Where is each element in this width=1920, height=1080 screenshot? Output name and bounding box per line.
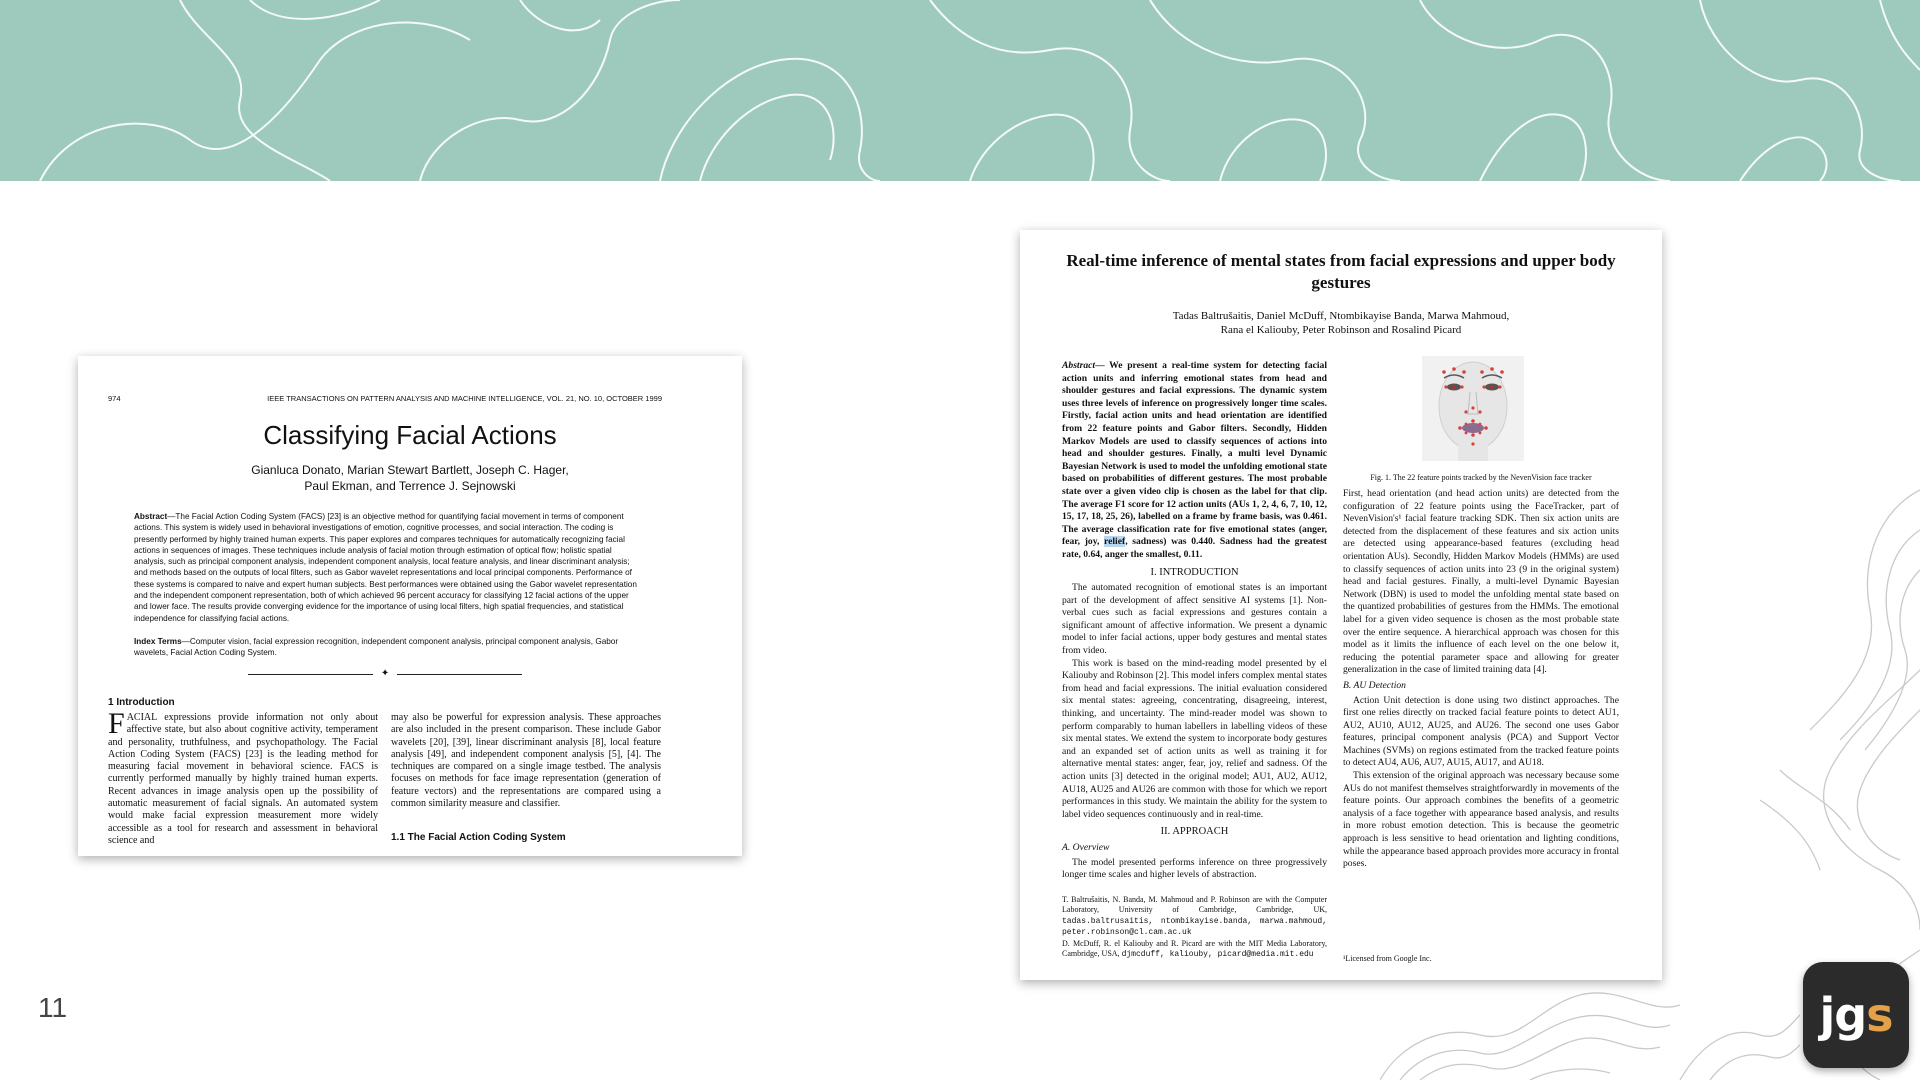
footnote-affiliation	[1062, 895, 1327, 939]
subsection-heading: 1.1 The Facial Action Coding System	[391, 832, 566, 843]
right-column-text: may also be powerful for expression analysis. These approaches are also included in the present comparison. These include Gabor wavelets [20], [39], linear discriminant analysis [8], local feature analysis [49], and independent component analysis [5], [4]. The techniques are compared on a single image testbed. The analysis focuses on methods for face image representation (generation of feature vectors) and the representations are compared using a common similarity measure and classifier.	[391, 712, 661, 810]
footnote	[1062, 895, 1327, 960]
face-feature-points-figure	[1422, 356, 1524, 461]
abstract-text: — We present a real-time system for detecting facial action units and inferring emotional states from head and shoulder gestures and facial expressions. The dynamic system uses three levels of inference on progressively longer time scales. Firstly, facial action units and head orientation are identified from 22 feature points and Gabor filters. Secondly, Hidden Markov Models are used to classify sequences of actions into head and shoulder gestures. Finally, a multi level Dynamic Bayesian Network is used to model the unfolding emotional state based on probabilities of different gestures. The most probable state over a given video clip is chosen as the label for that clip. The average F1 score for 12 action units (AUs 1, 2, 4, 6, 7, 10, 12, 15, 17, 18, 25, 26), labelled on a frame by frame basis, was 0.461. The average classification rate for five emotional states (anger, fear, joy,	[1062, 360, 1327, 548]
section-heading: 1 Introduction	[108, 697, 175, 708]
footnote-text: T. Baltrušaitis, N. Banda, M. Mahmoud and P. Robinson are with the Computer Laboratory, University of Cambridge, Cambridge, UK,	[1062, 895, 1327, 915]
logo-letter: j	[1819, 988, 1835, 1042]
index-terms	[134, 636, 644, 659]
right-column	[1343, 488, 1619, 871]
divider-line	[397, 674, 522, 675]
paragraph: The model presented performs inference on three progressively longer time scales and higher levels of abstraction.	[1062, 856, 1327, 881]
topographic-pattern	[0, 0, 1920, 181]
paragraph: First, head orientation (and head action units) are detected from the configuration of 22 feature points using the FaceTracker, part of NevenVision's¹ facial feature tracking SDK. Then six action units are detected from the displacement of these features and six action units are detected using appearance-based features (excluding head orientation AUs). Secondly, Hidden Markov Models (HMMs) are used to classify sequences of action units into 23 (9 in the original system) head and facial gestures. Finally, a multi-level Dynamic Bayesian Network (DBN) is used to model the unfolding mental state based on the quantized probabilities of gestures from the HMMs. The emotional label for a given video sequence is chosen as the most probable state over the entire sequence. A hierarchical approach was chosen for this model as it limits the influence of each level on the one below it, reducing the potential parameter space and allowing for greater generalization in the case of limited training data [4].	[1343, 488, 1619, 676]
divider-line	[248, 674, 373, 675]
section-divider	[248, 669, 522, 679]
paragraph: This extension of the original approach was necessary because some AUs do not manifest themselves straightforwardly in movements of the feature points. Our approach combines the benefits of a geometric analysis of a face together with appearance based analysis, and results in more robust emotion detection. This is because the geometric approach is less sensitive to head orientation and lighting conditions, while the appearance based approach provides more accuracy in frontal poses.	[1343, 770, 1619, 870]
drop-cap: F	[108, 707, 125, 740]
section-heading: I. INTRODUCTION	[1150, 566, 1239, 578]
subsection-heading: B. AU Detection	[1343, 679, 1406, 691]
paper-authors	[78, 462, 742, 494]
paper-real-time-inference	[1020, 230, 1662, 980]
figure-caption: Fig. 1. The 22 feature points tracked by the NevenVision face tracker	[1370, 473, 1592, 482]
left-column-text	[108, 707, 378, 847]
page-number: 974	[108, 394, 121, 403]
authors-line: Paul Ekman, and Terrence J. Sejnowski	[304, 479, 516, 493]
index-label: Index Terms	[134, 637, 182, 646]
logo-letter: g	[1834, 988, 1867, 1042]
index-text: —Computer vision, facial expression recognition, independent component analysis, principal component analysis, Gabor wavelets, Facial Action Coding System.	[134, 637, 619, 658]
jgs-logo	[1803, 962, 1909, 1068]
licensed-footnote: ¹Licensed from Google Inc.	[1343, 954, 1432, 963]
footnote-affiliation	[1062, 939, 1327, 961]
paper-classifying-facial-actions	[78, 356, 742, 856]
slide-number: 11	[38, 992, 68, 1023]
diamond-icon: ✦	[380, 668, 390, 679]
left-column	[1062, 360, 1327, 882]
paragraph: Action Unit detection is done using two distinct approaches. The first one relies directly on tracked facial feature points to detect AU1, AU2, AU10, AU12, AU25, and AU26. The second one uses Gabor features, principal component analysis (PCA) and Support Vector Machines (SVMs) on regions estimated from the tracked feature points to detect AU4, AU6, AU7, AU15, AU17, and AU18.	[1343, 694, 1619, 769]
paper-abstract	[1062, 360, 1327, 562]
header-banner	[0, 0, 1920, 181]
abstract-text-end: , sadness) was 0.440. Sadness had the greatest rate, 0.64, anger the smallest, 0.11.	[1062, 536, 1327, 560]
section-heading: II. APPROACH	[1160, 826, 1229, 838]
footnote-emails: djmcduff, kaliouby, picard@media.mit.edu	[1121, 950, 1314, 960]
authors-line: Gianluca Donato, Marian Stewart Bartlett, Joseph C. Hager,	[251, 463, 569, 477]
subsection-heading: A. Overview	[1062, 841, 1110, 853]
left-column-body: ACIAL expressions provide information not only about affective state, but also about cognitive activity, temperament and personality, truthfulness, and psychopathology. The Facial Action Coding System (FACS) [23] is the leading method for measuring facial movement in behavioral science. FACS is currently performed manually by highly trained human experts. Recent advances in image analysis open up the possibility of automatic measurement of facial signals. An automated system would make facial expression measurement more widely accessible as a tool for research and assessment in behavioral science and	[108, 712, 378, 846]
authors-line: Rana el Kaliouby, Peter Robinson and Rosalind Picard	[1220, 324, 1462, 336]
abstract-label: Abstract	[134, 512, 168, 521]
authors-line: Tadas Baltrušaitis, Daniel McDuff, Ntombikayise Banda, Marwa Mahmoud,	[1172, 310, 1510, 322]
paragraph: The automated recognition of emotional states is an important part of the development of affect sensitive AI systems [1]. Non-verbal cues such as facial expressions and gestures contain a significant amount of affective information. We present a dynamic model to infer facial actions, upper body gestures and mental states from video.	[1062, 582, 1327, 657]
logo-letter: s	[1866, 988, 1893, 1042]
paragraph: This work is based on the mind-reading model presented by el Kaliouby and Robinson [2]. This model infers complex mental states from head and facial expressions. The initial evaluation considered six mental states: agreeing, concentrating, disagreeing, interest, thinking, and uncertainty. The mind-reader model was shown to perform comparably to human labellers in labelling videos of these six mental states. We extend the system to incorporate body gestures and an expanded set of action units as well as training it for alternative mental states: anger, fear, joy, relief and sadness. Of the action units [3] detected in the original model; AU1, AU2, AU12, AU18, AU25 and AU26 are common with those for which we report performances in this study. We maintain the ability for the system to label video sequences continuously and in real-time.	[1062, 657, 1327, 820]
journal-name: IEEE TRANSACTIONS ON PATTERN ANALYSIS AND MACHINE INTELLIGENCE, VOL. 21, NO. 10, OCTOBER 1999	[267, 394, 662, 403]
abstract-text: —The Facial Action Coding System (FACS) [23] is an objective method for quantifying facial movement in terms of component actions. This system is widely used in behavioral investigations of emotion, cognitive processes, and social interaction. The coding is presently performed by highly trained human experts. This paper explores and compares techniques for automatically recognizing facial actions in sequences of images. These techniques include analysis of facial motion through estimation of optical flow; holistic spatial analysis, such as principal component analysis, independent component analysis, local feature analysis, and linear discriminant analysis; and methods based on the outputs of local filters, such as Gabor wavelet representations and local principal components. Performance of these systems is compared to naive and expert human subjects. Best performances were obtained using the Gabor wavelet representation and the independent component representation, both of which achieved 96 percent accuracy for classifying 12 facial actions of the upper and lower face. The results provide converging evidence for the importance of using local filters, high spatial frequencies, and statistical independence for classifying facial actions.	[134, 512, 637, 623]
highlighted-word[interactable]: relief	[1104, 536, 1126, 548]
paper-title: Real-time inference of mental states from facial expressions and upper body gestures	[1066, 251, 1616, 292]
paper-authors	[1020, 309, 1662, 337]
paper-title: Classifying Facial Actions	[263, 420, 557, 450]
abstract-label: Abstract	[1062, 360, 1096, 371]
bottom-topographic-pattern	[1380, 965, 1800, 1080]
paper-abstract	[134, 511, 644, 624]
footnote-text: D. McDuff, R. el Kaliouby and R. Picard are with the MIT Media Laboratory, Cambridge, USA,	[1062, 938, 1327, 959]
footnote-emails: tadas.baltrusaitis, ntombikayise.banda, marwa.mahmoud, peter.robinson@cl.cam.ac.uk	[1062, 916, 1327, 938]
paper-header	[108, 394, 662, 403]
